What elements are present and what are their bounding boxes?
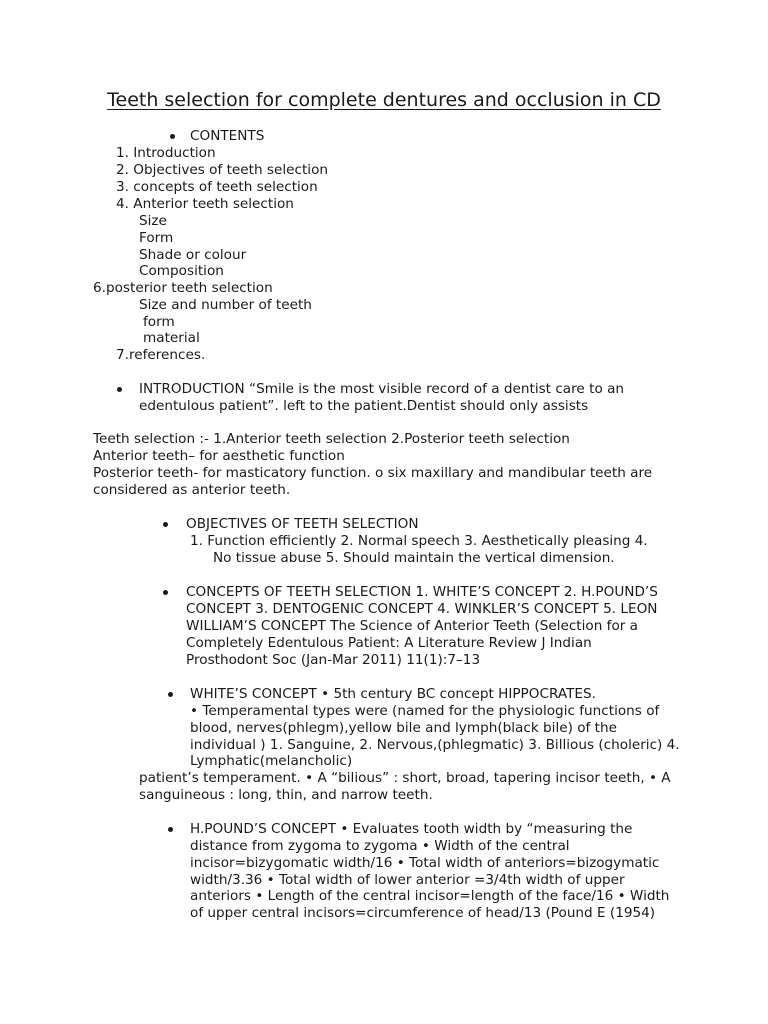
whites-concept-line7: sanguineous : long, thin, and narrow teeth. (139, 787, 433, 803)
teeth-selection-line2: Anterior teeth– for aesthetic function (93, 448, 345, 464)
page-title: Teeth selection for complete dentures and occlusion in CD (107, 89, 661, 111)
contents-item-introduction: 1. Introduction (116, 145, 216, 161)
bullet-icon (117, 387, 122, 392)
teeth-selection-line3: Posterior teeth- for masticatory function. o six maxillary and mandibular teeth are (93, 465, 653, 481)
concepts-paragraph (186, 584, 658, 601)
introduction-heading: INTRODUCTION (139, 381, 245, 397)
concepts-line5: Prosthodont Soc (Jan-Mar 2011) 11(1):7–13 (186, 652, 481, 668)
pounds-concept-line3: incisor=bizygomatic width/16 • Total width of anteriors=bizogymatic (190, 855, 660, 871)
pounds-concept-line1: H.POUND’S CONCEPT • Evaluates tooth width by “measuring the (190, 821, 633, 837)
contents-heading: CONTENTS (190, 128, 265, 144)
pounds-concept-line2: distance from zygoma to zygoma • Width of the central (190, 838, 570, 854)
bullet-icon (163, 590, 168, 595)
whites-concept-line5: Lymphatic(melancholic) (190, 753, 353, 769)
concepts-heading: CONCEPTS OF TEETH SELECTION (186, 584, 412, 600)
contents-item-anterior: 4. Anterior teeth selection (116, 196, 294, 212)
bullet-icon (168, 827, 173, 832)
contents-subitem-size-number: Size and number of teeth (139, 297, 312, 313)
concepts-line2: CONCEPT 3. DENTOGENIC CONCEPT 4. WINKLER’S CONCEPT 5. LEON (186, 601, 658, 617)
whites-concept-line6: patient’s temperament. • A “bilious” : short, broad, tapering incisor teeth, • A (139, 770, 671, 786)
introduction-paragraph (139, 381, 624, 398)
contents-subitem-form2: form (143, 314, 175, 330)
whites-concept-line3: blood, nerves(phlegm),yellow bile and lymph(black bile) of the (190, 720, 617, 736)
contents-item-concepts: 3. concepts of teeth selection (116, 179, 318, 195)
whites-concept-line4: individual ) 1. Sanguine, 2. Nervous,(phlegmatic) 3. Billious (choleric) 4. (190, 737, 680, 753)
teeth-selection-line1: Teeth selection :- 1.Anterior teeth selection 2.Posterior teeth selection (93, 431, 570, 447)
bullet-icon (168, 692, 173, 697)
pounds-concept-line5: anteriors • Length of the central incisor=length of the face/16 • Width (190, 888, 670, 904)
contents-subitem-size: Size (139, 213, 167, 229)
objectives-line1: 1. Function efficiently 2. Normal speech 3. Aesthetically pleasing 4. (190, 533, 648, 549)
contents-subitem-shade: Shade or colour (139, 247, 247, 263)
bullet-icon (163, 522, 168, 527)
objectives-line2: No tissue abuse 5. Should maintain the vertical dimension. (213, 550, 615, 566)
contents-subitem-form: Form (139, 230, 174, 246)
pounds-concept-line4: width/3.36 • Total width of lower anterior =3/4th width of upper (190, 872, 625, 888)
whites-concept-line1: WHITE’S CONCEPT • 5th century BC concept HIPPOCRATES. (190, 686, 596, 702)
contents-item-objectives: 2. Objectives of teeth selection (116, 162, 328, 178)
whites-concept-line2: • Temperamental types were (named for the physiologic functions of (190, 703, 660, 719)
contents-subitem-composition: Composition (139, 263, 224, 279)
teeth-selection-line4: considered as anterior teeth. (93, 482, 291, 498)
introduction-text: “Smile is the most visible record of a dentist care to an (244, 381, 625, 397)
concepts-text: 1. WHITE’S CONCEPT 2. H.POUND’S (411, 584, 658, 600)
concepts-line4: Completely Edentulous Patient: A Literature Review J Indian (186, 635, 592, 651)
concepts-line3: WILLIAM’S CONCEPT The Science of Anterior Teeth (Selection for a (186, 618, 639, 634)
contents-item-references: 7.references. (116, 347, 206, 363)
bullet-icon (170, 134, 175, 139)
introduction-text-line2: edentulous patient”. left to the patient.Dentist should only assists (139, 398, 589, 414)
contents-item-posterior: 6.posterior teeth selection (93, 280, 273, 296)
pounds-concept-line6: of upper central incisors=circumference of head/13 (Pound E (1954) (190, 905, 656, 921)
objectives-heading: OBJECTIVES OF TEETH SELECTION (186, 516, 419, 532)
contents-subitem-material: material (143, 330, 200, 346)
